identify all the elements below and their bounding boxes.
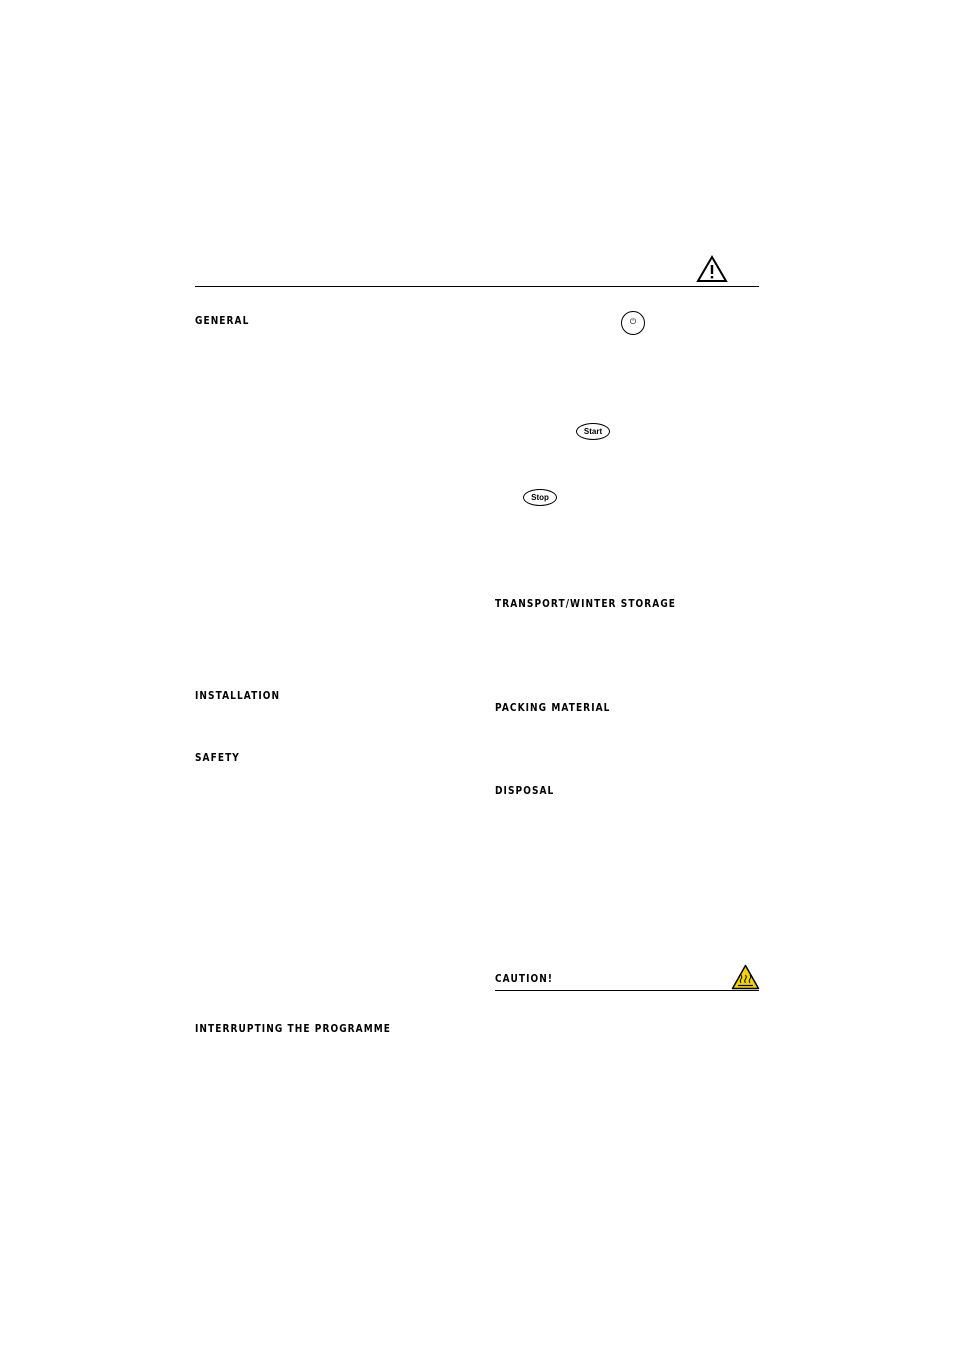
start-button-symbol: Start (576, 423, 610, 440)
hot-surface-icon (731, 964, 760, 990)
top-divider (195, 286, 759, 287)
heading-interrupting-the-programme: INTERRUPTING THE PROGRAMME (195, 1022, 392, 1035)
heading-transport-winter-storage: TRANSPORT/WINTER STORAGE (495, 597, 677, 610)
heading-disposal: DISPOSAL (495, 784, 555, 797)
heading-safety: SAFETY (195, 751, 240, 764)
stop-button-symbol: Stop (523, 489, 557, 506)
heading-general: GENERAL (195, 314, 250, 327)
heading-installation: INSTALLATION (195, 689, 281, 702)
power-icon: ⏻ (629, 317, 637, 326)
caution-divider (495, 990, 759, 991)
heading-caution: CAUTION! (495, 972, 554, 985)
heading-packing-material: PACKING MATERIAL (495, 701, 611, 714)
warning-triangle-icon (696, 255, 728, 283)
power-button-symbol (621, 311, 645, 335)
